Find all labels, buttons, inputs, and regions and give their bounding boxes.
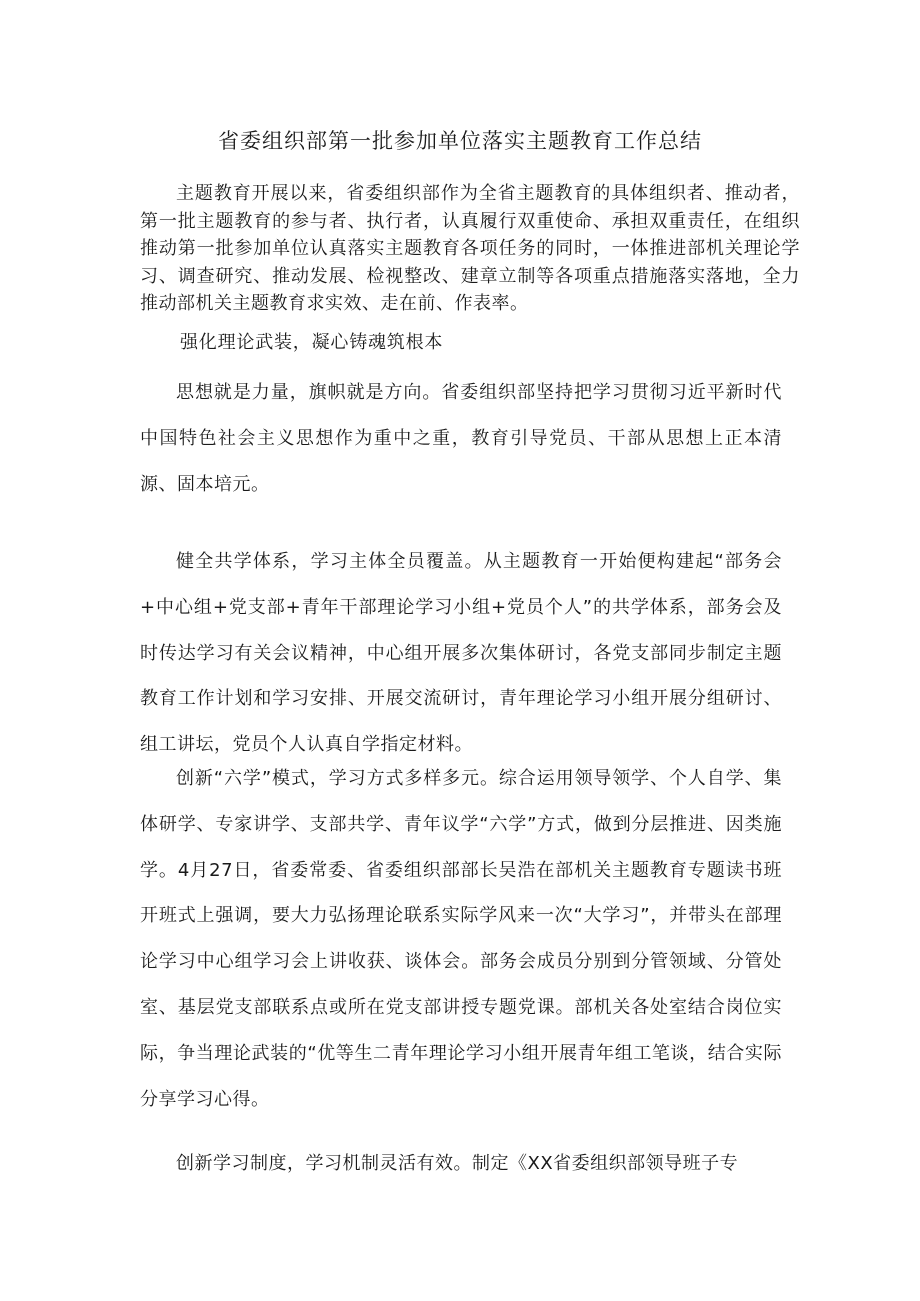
document-title: 省委组织部第一批参加单位落实主题教育工作总结: [218, 129, 702, 153]
body-paragraph: 创新“六学”模式，学习方式多样多元。综合运用领导领学、个人自学、集体研学、专家讲学、支部共学、青年议学“六学”方式，做到分层推进、因类施学。4月27日，省委常委、省委组织部部长吴浩在部机关主题教育专题读书班开班式上强调，要大力弘扬理论联系实际学风来一次“大学习”，并带头在部理论学习中心组学习会上讲收获、谈体会。部务会成员分别到分管领域、分管处室、基层党支部联系点或所在党支部讲授专题党课。部机关各处室结合岗位实际，争当理论武装的“优等生二青年理论学习小组开展青年组工笔谈，结合实际分享学习心得。: [140, 768, 782, 1110]
intro-paragraph: 主题教育开展以来，省委组织部作为全省主题教育的具体组织者、推动者，第一批主题教育的参与者、执行者，认真履行双重使命、承担双重责任，在组织推动第一批参加单位认真落实主题教育各项任务的同时，一体推进部机关理论学习、调查研究、推动发展、检视整改、建章立制等各项重点措施落实落地，全力推动部机关主题教育求实效、走在前、作表率。: [140, 183, 800, 314]
section-heading: 强化理论武装，凝心铸魂筑根本: [180, 332, 444, 353]
body-paragraph: 创新学习制度，学习机制灵活有效。制定《XX省委组织部领导班子专: [176, 1153, 739, 1174]
body-paragraph: 健全共学体系，学习主体全员覆盖。从主题教育一开始便构建起“部务会+中心组+党支部+青年干部理论学习小组+党员个人”的共学体系，部务会及时传达学习有关会议精神，中心组开展多次集体研讨，各党支部同步制定主题教育工作计划和学习安排、开展交流研讨，青年理论学习小组开展分组研讨、组工讲坛，党员个人认真自学指定材料。: [140, 551, 782, 756]
body-paragraph: 思想就是力量，旗帜就是方向。省委组织部坚持把学习贯彻习近平新时代中国特色社会主义思想作为重中之重，教育引导党员、干部从思想上正本清源、固本培元。: [140, 382, 782, 495]
